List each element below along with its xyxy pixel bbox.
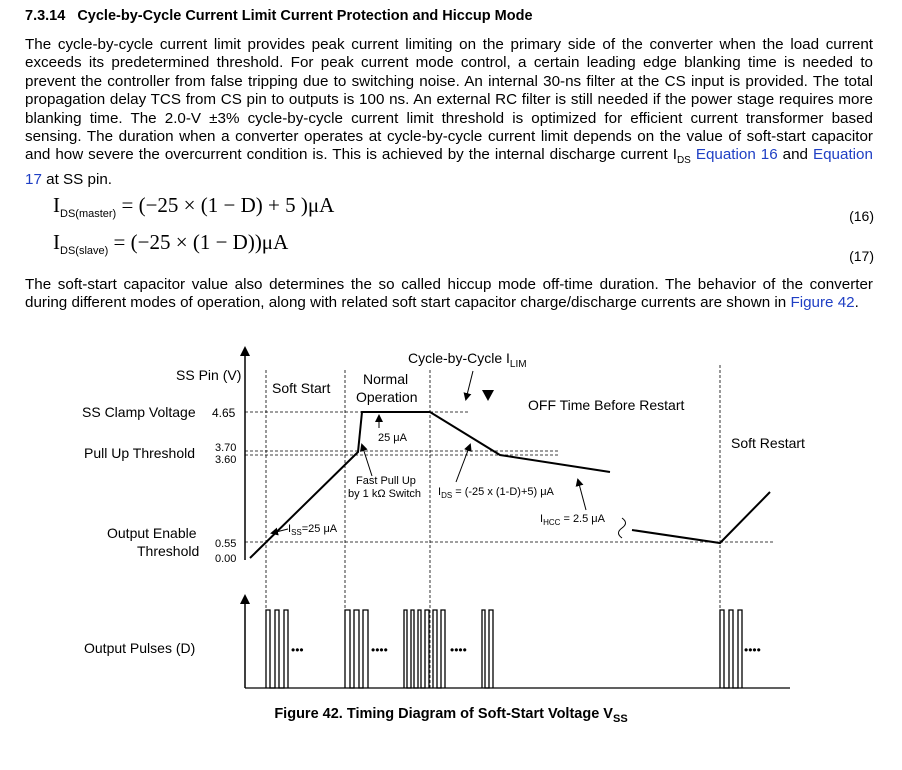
figure-42-link[interactable]: Figure 42 [790,294,855,312]
pulse-ellipsis-3: •••• [450,643,467,657]
equation-17 [53,230,288,257]
eq17-sub: DS(slave) [60,245,109,257]
output-pulses-label: Output Pulses (D) [84,640,196,656]
eq16-lhs: I [53,193,60,217]
normal-label-2: Operation [356,389,418,405]
caption-sub: SS [612,712,628,725]
enable-level-label-2: Threshold [137,543,200,559]
soft-restart-label: Soft Restart [731,435,805,451]
normal-label-1: Normal [363,371,409,387]
eq17-lhs: I [53,230,60,254]
eq17-rhs: = (−25 × (1 − D))μA [113,230,289,254]
cbc-label: Cycle-by-Cycle $I_{LIM}$ [408,350,527,370]
pullup-level-label: Pull Up Threshold [84,445,196,461]
ss-axis [240,346,250,560]
eq16-sub: DS(master) [60,208,117,220]
pulse-ellipsis-2: •••• [371,643,388,657]
and-text: and [782,146,808,164]
y-axis-title: SS Pin (V) [176,367,242,383]
figure-caption [0,706,902,725]
clamp-level-label: SS Clamp Voltage [82,404,196,420]
ids-annotation: $I_{DS} = (-25$ x (1-D)+5) μA [438,486,554,500]
paragraph-hiccup-end: . [854,294,859,312]
section-number: 7.3.14 [25,8,66,24]
iss-annotation: $I_{SS}=25$ μA [288,523,338,537]
clamp-level-value: 4.65 [212,406,236,420]
section-title: Cycle-by-Cycle Current Limit Current Protection and Hiccup Mode [77,8,533,24]
paragraph-text: The cycle-by-cycle current limit provides peak current limiting on the primary side of the converter when the load current exceeds its predetermined threshold. For peak current mode control, a certain leading edge blanking time is needed to prevent the controller from false tripping due to switching noise. An internal 30-ns filter at the CS input is provided. The total propagation delay TCS from CS pin to outputs is 100 ns. An external RC filter is still needed if the power stage requires more blanking time. The 2.0-V ±3% cycle-by-cycle current limit threshold is optimized for efficient current transformer based sensing. The duration when a converter operates at cycle-by-cycle current limit depends on the value of soft-start capacitor and how severe the overcurrent condition is. This is achieved by the internal discharge current I [25,36,873,164]
equation-17-number: (17) [849,248,874,264]
enable-level-label-1: Output Enable [107,525,197,541]
pullup-value-a: 3.70 [215,442,237,454]
pulse-axis [240,594,790,688]
fast-pull-up-2: by 1 kΩ Switch [348,488,422,500]
current-25ua: 25 μA [378,432,407,444]
ss-waveform [250,412,770,558]
equation-16-link[interactable]: Equation 16 [695,146,778,164]
section-heading [25,8,533,24]
enable-value-a: 0.55 [215,538,237,550]
eq16-rhs: = (−25 × (1 − D) + 5 )μA [121,193,335,217]
enable-value-b: 0.00 [215,553,237,565]
equation-16-number: (16) [849,208,874,224]
ihcc-annotation: $I_{HCC} = 2.5$ μA [540,513,605,527]
soft-start-label: Soft Start [272,380,331,396]
pullup-value-b: 3.60 [215,454,237,466]
equation-17-link[interactable]: Equation 17 [25,146,873,188]
equation-16 [53,193,334,220]
pulse-ellipsis-4: •••• [744,643,761,657]
pulse-train [266,610,742,688]
paragraph-end: at SS pin. [46,170,112,188]
off-time-label: OFF Time Before Restart [528,397,685,413]
pulse-ellipsis-1: ••• [291,643,304,657]
fast-pull-up-1: Fast Pull Up [356,475,416,487]
caption-text: Figure 42. Timing Diagram of Soft-Start Voltage V [274,706,613,722]
timing-diagram [0,340,902,700]
ids-subscript: DS [676,155,691,167]
paragraph-hiccup-text: The soft-start capacitor value also determines the so called hiccup mode off-time duration. The behavior of the converter during different modes of operation, along with related soft start capacitor charge/discharge currents are shown in [25,276,873,312]
paragraph-hiccup [25,276,873,313]
paragraph-current-limit [25,36,873,189]
